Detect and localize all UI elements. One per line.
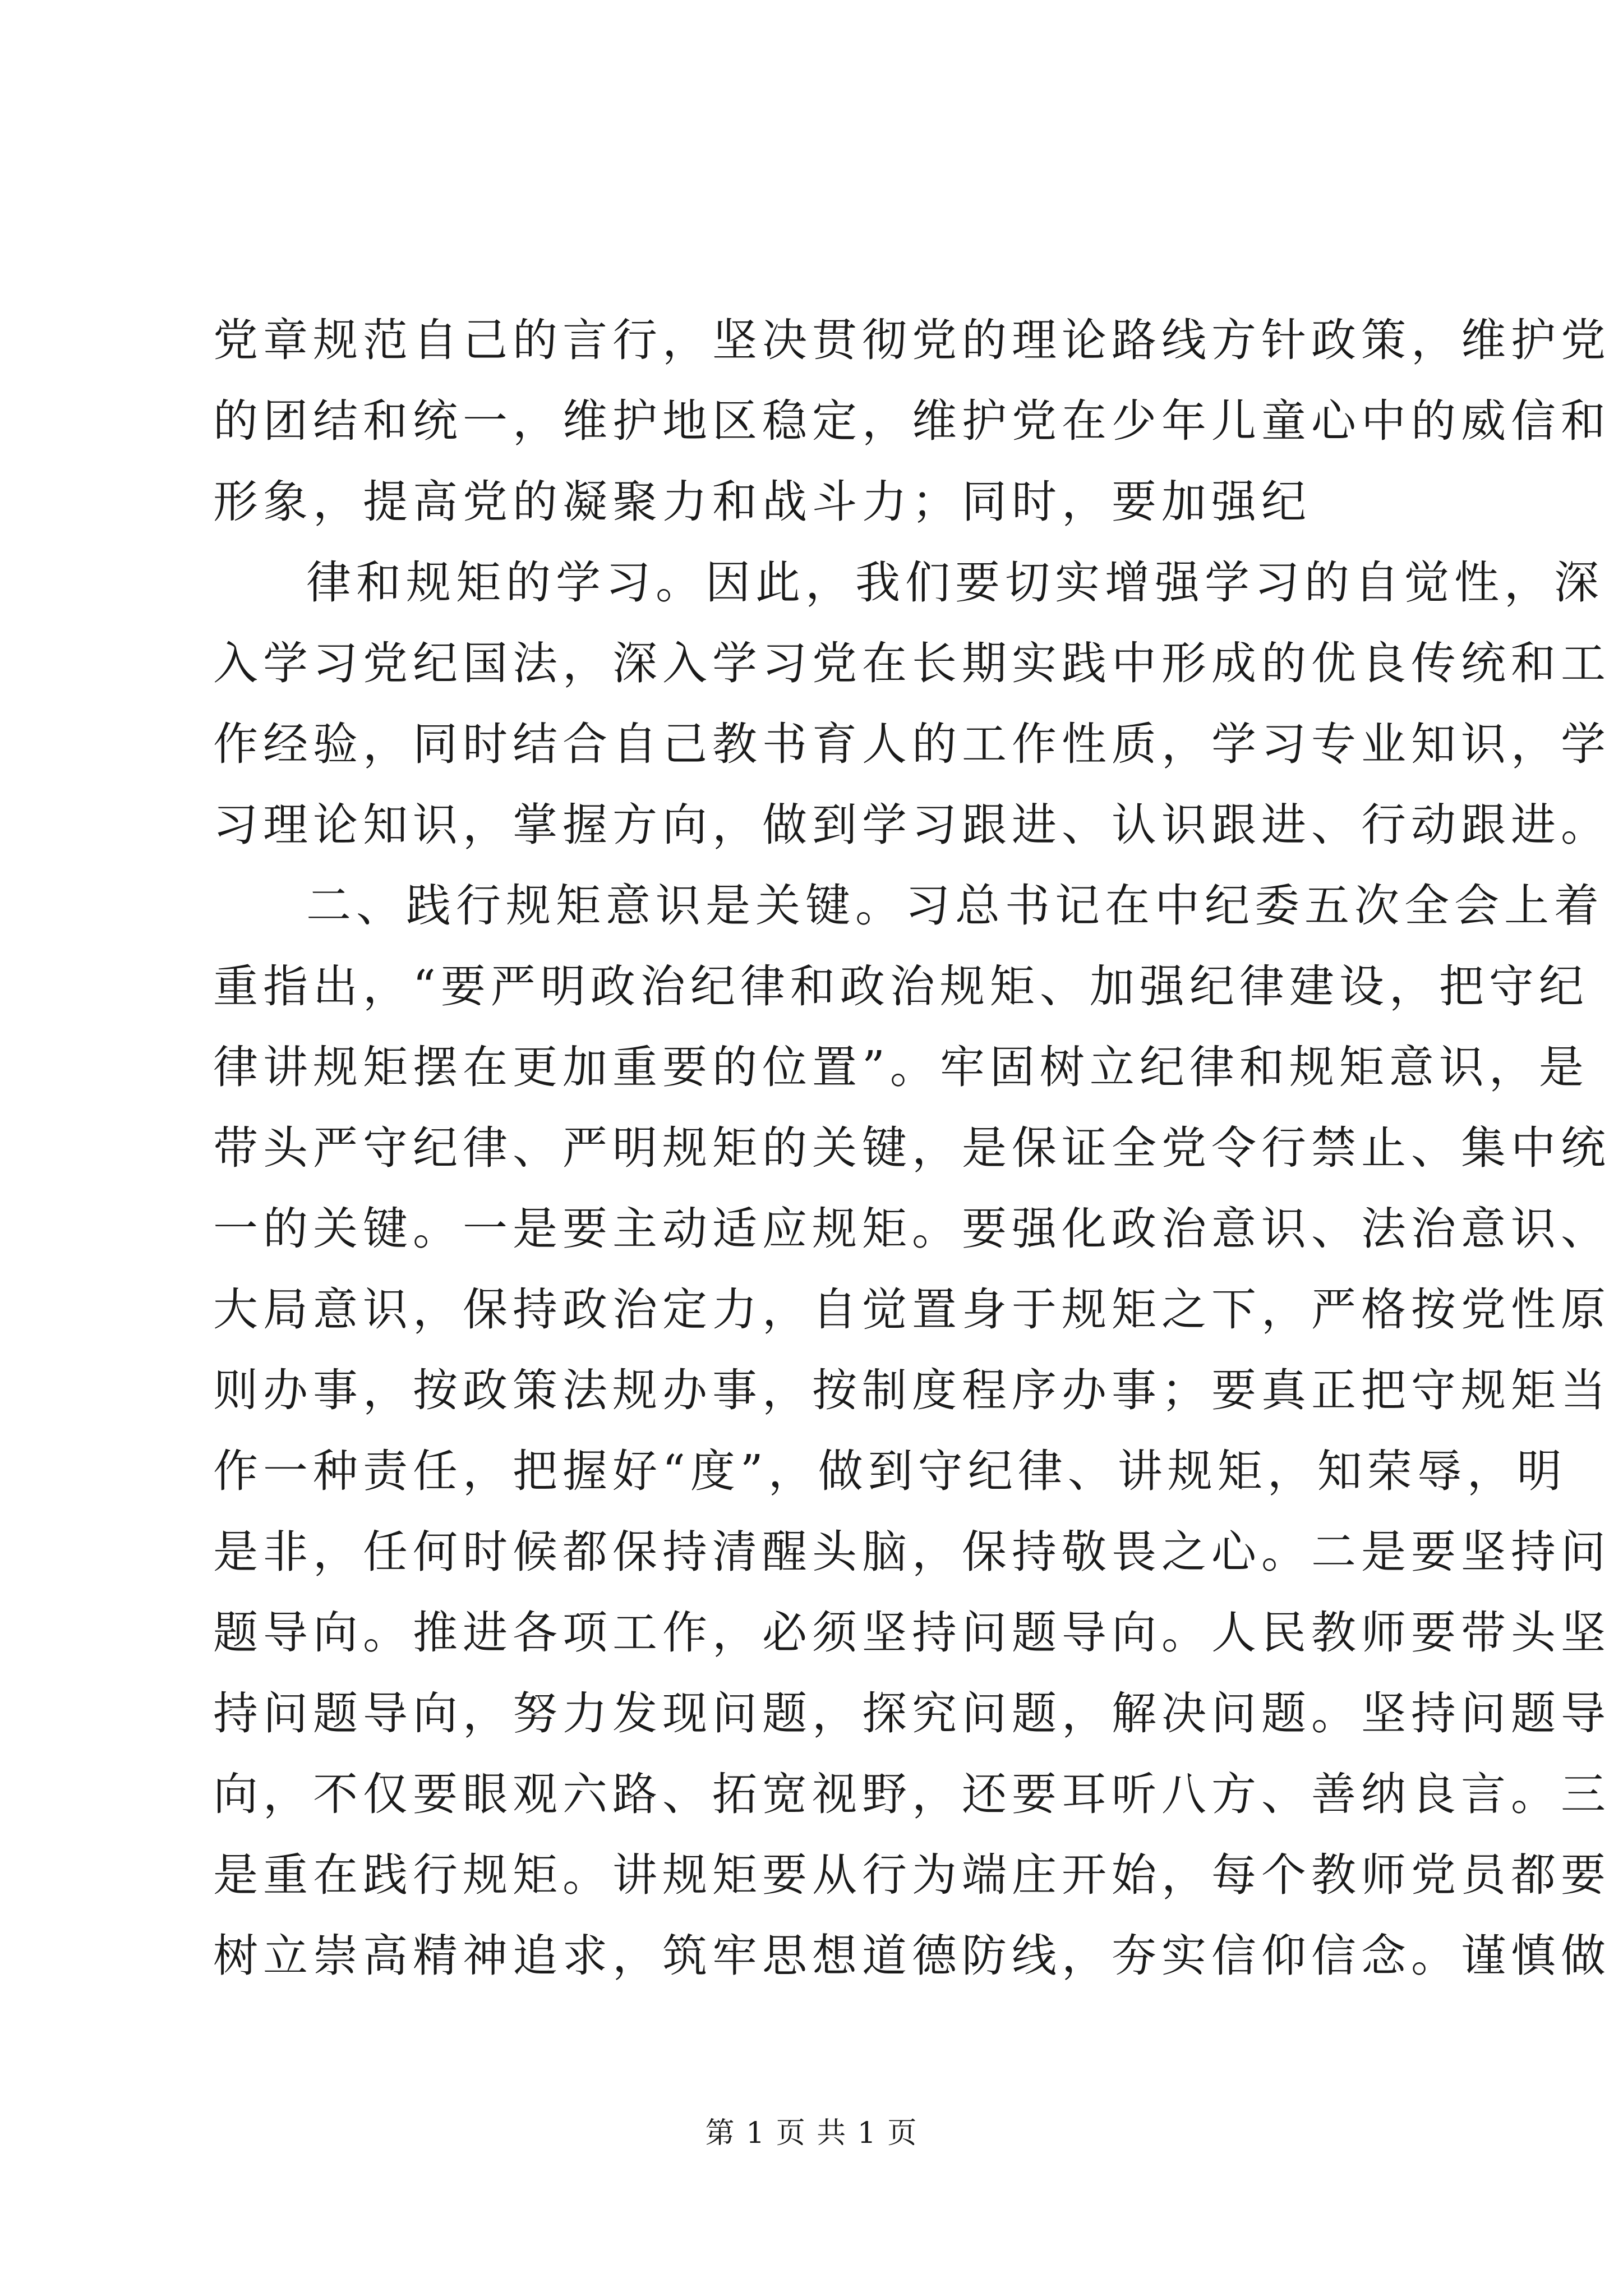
text-line: 作经验，同时结合自己教书育人的工作性质，学习专业知识，学 <box>213 718 1611 770</box>
text-line: 则办事，按政策法规办事，按制度程序办事；要真正把守规矩当 <box>213 1364 1611 1416</box>
paragraph-first-line: 二、践行规矩意识是关键。习总书记在中纪委五次全会上着 <box>306 880 1604 932</box>
paragraph-first-line: 律和规矩的学习。因此，我们要切实增强学习的自觉性，深 <box>306 556 1604 609</box>
text-line: 习理论知识，掌握方向，做到学习跟进、认识跟进、行动跟进。 <box>213 799 1611 851</box>
text-line: 题导向。推进各项工作，必须坚持问题导向。人民教师要带头坚 <box>213 1607 1611 1659</box>
text-line: 律讲规矩摆在更加重要的位置”。牢固树立纪律和规矩意识，是 <box>213 1041 1589 1093</box>
body-text <box>213 300 1611 1996</box>
text-line: 重指出，“要严明政治纪律和政治规矩、加强纪律建设，把守纪 <box>213 960 1589 1013</box>
text-line: 的团结和统一，维护地区稳定，维护党在少年儿童心中的威信和 <box>213 395 1611 447</box>
page-footer <box>0 2109 1623 2151</box>
text-line: 入学习党纪国法，深入学习党在长期实践中形成的优良传统和工 <box>213 637 1611 689</box>
text-line: 作一种责任，把握好“度”，做到守纪律、讲规矩，知荣辱，明 <box>213 1445 1567 1497</box>
text-line: 向，不仅要眼观六路、拓宽视野，还要耳听八方、善纳良言。三 <box>213 1768 1611 1820</box>
text-line: 大局意识，保持政治定力，自觉置身于规矩之下，严格按党性原 <box>213 1283 1611 1336</box>
text-line: 是非，任何时候都保持清醒头脑，保持敬畏之心。二是要坚持问 <box>213 1526 1611 1578</box>
text-line: 树立崇高精神追求，筑牢思想道德防线，夯实信仰信念。谨慎做 <box>213 1930 1611 1982</box>
text-line: 是重在践行规矩。讲规矩要从行为端庄开始，每个教师党员都要 <box>213 1849 1611 1901</box>
text-line: 党章规范自己的言行，坚决贯彻党的理论路线方针政策，维护党 <box>213 314 1611 366</box>
text-line: 形象，提高党的凝聚力和战斗力；同时，要加强纪 <box>213 476 1311 528</box>
text-line: 带头严守纪律、严明规矩的关键，是保证全党令行禁止、集中统 <box>213 1122 1611 1174</box>
page-number-label: 第 1 页 共 1 页 <box>705 2116 918 2150</box>
text-line: 持问题导向，努力发现问题，探究问题，解决问题。坚持问题导 <box>213 1687 1611 1740</box>
text-line: 一的关键。一是要主动适应规矩。要强化政治意识、法治意识、 <box>213 1203 1611 1255</box>
